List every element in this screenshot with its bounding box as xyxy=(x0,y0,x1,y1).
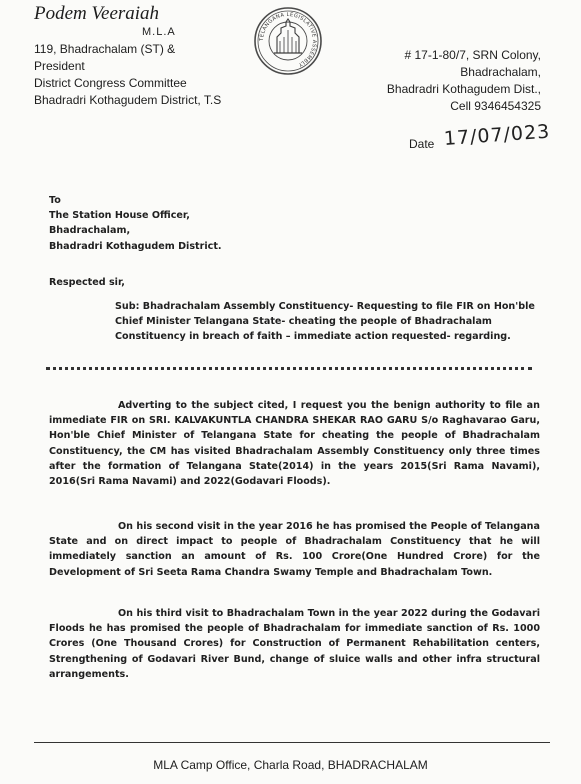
footer-rule xyxy=(34,742,550,743)
mla-designation: M.L.A xyxy=(142,26,176,38)
recipient-line: Bhadrachalam, xyxy=(49,225,131,237)
handwritten-date: 17/07/023 xyxy=(443,120,551,150)
paragraph-text: Adverting to the subject cited, I request you the benign authority to file an immediate FIR on SRI. KALVAKUNTLA CHANDRA SHEKAR RAO GARU S/o Raghavarao Garu, Hon'ble Chief Minister of Telangana State for cheating the people of Bhadrachalam Constituency, the CM has visited Bhadrachalam Assembly Constituency only three times after the formation of Telangana State(2014) in the years 2015(Sri Rama Navami), 2016(Sri Rama Navami) and 2022(Godavari Floods). xyxy=(49,400,540,488)
letterhead-left-line: Bhadradri Kothagudem District, T.S xyxy=(34,93,222,107)
recipient-line: The Station House Officer, xyxy=(49,210,190,222)
paragraph-text: On his third visit to Bhadrachalam Town in the year 2022 during the Godavari Floods he has promised the people of Bhadrachalam for immediate sanction of Rs. 1000 Crores (One Thousand Crores) for Construction of Permanent Rehabilitation centers, Strengthening of Godavari River Bund, change of sluice walls and other infra structural arrangements. xyxy=(49,608,540,680)
paragraph-text: On his second visit in the year 2016 he has promised the People of Telangana State and on direct impact to people of Bhadrachalam Constituency that he will immediately sanction an amount of Rs. 100 Crore(One Hundred Crore) for the Development of Sri Seeta Rama Chandra Swamy Temple and Bhadrachalam Town. xyxy=(49,521,540,578)
dotted-separator xyxy=(46,367,532,370)
letterhead-left-line: President xyxy=(34,59,85,73)
salutation: Respected sir, xyxy=(49,277,125,288)
letterhead-right-line: Bhadradri Kothagudem Dist., xyxy=(386,82,541,96)
date-label: Date xyxy=(409,137,435,151)
recipient-line: To xyxy=(49,195,61,206)
letterhead-right-line: Cell 9346454325 xyxy=(450,99,541,113)
letterhead-right-block xyxy=(387,47,541,115)
paragraph xyxy=(49,606,540,682)
paragraph xyxy=(49,519,540,580)
letterhead-right-line: Bhadrachalam, xyxy=(460,65,541,79)
subject-line: Sub: Bhadrachalam Assembly Constituency- Requesting to file FIR on Hon'ble Chief Minister Telangana State- cheating the people of Bhadrachalam Constituency in breach of faith – immediate action requested- regarding. xyxy=(115,301,535,343)
paragraph xyxy=(49,398,540,489)
assembly-seal-emblem xyxy=(253,6,323,76)
seal-text: TELANGANA LEGISLATIVE ASSEMBLY xyxy=(258,11,318,68)
letterhead-left-line: 119, Bhadrachalam (ST) & xyxy=(34,42,176,56)
letterhead-right-line: # 17-1-80/7, SRN Colony, xyxy=(404,48,541,62)
letterhead-left-line: District Congress Committee xyxy=(34,76,187,90)
recipient-block xyxy=(49,193,222,254)
recipient-line: Bhadradri Kothagudem District. xyxy=(49,240,222,252)
letterhead-left-block xyxy=(34,41,221,109)
footer-address: MLA Camp Office, Charla Road, BHADRACHALAM xyxy=(153,758,428,772)
mla-name: Podem Veeraiah xyxy=(34,3,160,24)
